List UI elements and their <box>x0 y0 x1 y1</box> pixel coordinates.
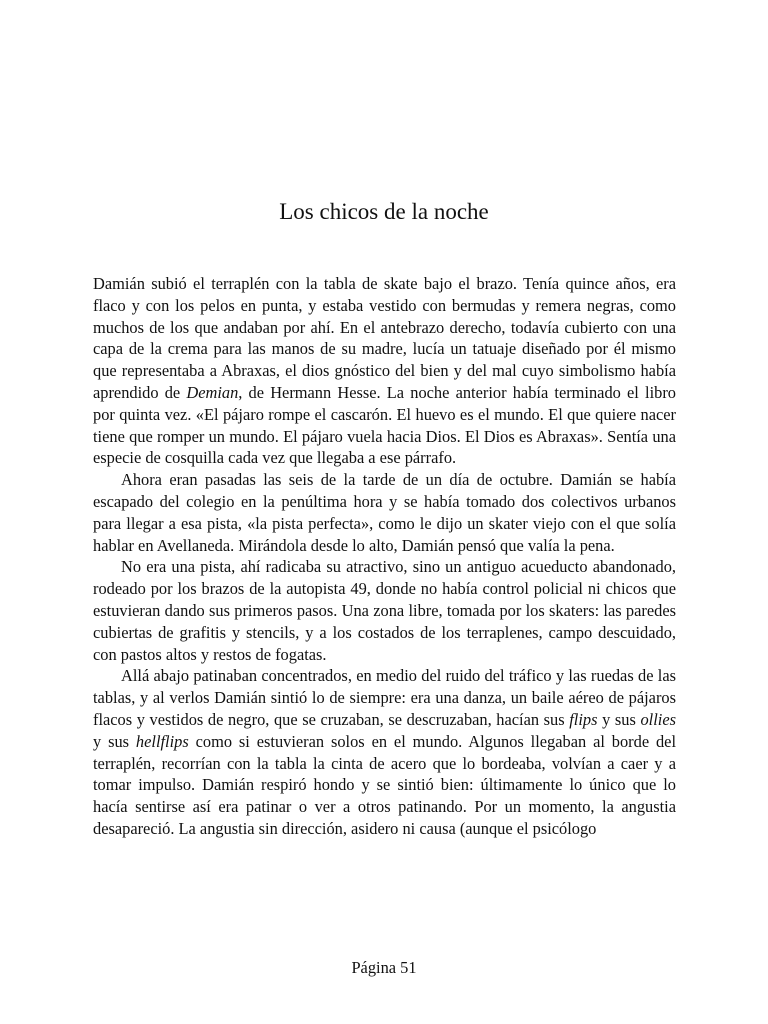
text-run: Allá abajo patinaban concentrados, en medio del ruido del tráfico y las ruedas de las tablas, y al verlos Damián sintió lo de siempre: era una danza, un baile aéreo de pájaros flacos y vestidos de negro, que se cruzaban, se descruzaban, hacían sus <box>93 666 676 729</box>
paragraph <box>93 665 676 839</box>
text-run: y sus <box>597 709 641 729</box>
chapter-title: Los chicos de la noche <box>279 199 489 224</box>
text-run: No era una pista, ahí radicaba su atractivo, sino un antiguo acueducto abandonado, rodeado por los brazos de la autopista 49, donde no había control policial ni chicos que estuvieran dando sus primeros pasos. Una zona libre, tomada por los skaters: las paredes cubiertas de grafitis y stencils, y a los costados de los terraplenes, campo descuidado, con pastos altos y restos de fogatas. <box>93 557 676 664</box>
italic-term: Demian <box>186 382 239 402</box>
text-run: y sus <box>93 731 136 751</box>
page-number: Página 51 <box>351 958 417 977</box>
text-run: Ahora eran pasadas las seis de la tarde de un día de octubre. Damián se había escapado del colegio en la penúltima hora y se había tomado dos colectivos urbanos para llegar a esa pista, «la pista perfecta», como le dijo un skater viejo con el que solía hablar en Avellaneda. Mirándola desde lo alto, Damián pensó que valía la pena. <box>93 470 676 555</box>
paragraph <box>93 556 676 665</box>
text-run: Damián subió el terraplén con la tabla de skate bajo el brazo. Tenía quince años, era flaco y con los pelos en punta, y estaba vestido con bermudas y remera negras, como muchos de los que andaban por ahí. En el antebrazo derecho, todavía cubierto con una capa de la crema para las manos de su madre, lucía un tatuaje diseñado por él mismo que representaba a Abraxas, el dios gnóstico del bien y del mal cuyo simbolismo había aprendido de <box>93 274 676 402</box>
italic-term: ollies <box>640 709 676 729</box>
paragraph <box>93 273 676 469</box>
italic-term: hellflips <box>135 731 189 751</box>
text-run: , de Hermann Hesse. La noche anterior había terminado el libro por quinta vez. «El pájaro rompe el cascarón. El huevo es el mundo. El que quiere nacer tiene que romper un mundo. El pájaro vuela hacia Dios. El Dios es Abraxas». Sentía una especie de cosquilla cada vez que llegaba a ese párrafo. <box>93 382 676 468</box>
italic-term: flips <box>569 709 598 729</box>
body-text <box>93 273 676 840</box>
paragraph <box>93 469 676 556</box>
text-run: como si estuvieran solos en el mundo. Algunos llegaban al borde del terraplén, recorrían con la tabla la cinta de acero que lo bordeaba, volvían a caer y a tomar impulso. Damián respiró hondo y se sintió bien: últimamente lo único que lo hacía sentirse así era patinar o ver a otros patinando. Por un momento, la angustia desapareció. La angustia sin dirección, asidero ni causa (aunque el psicólogo <box>93 731 677 838</box>
